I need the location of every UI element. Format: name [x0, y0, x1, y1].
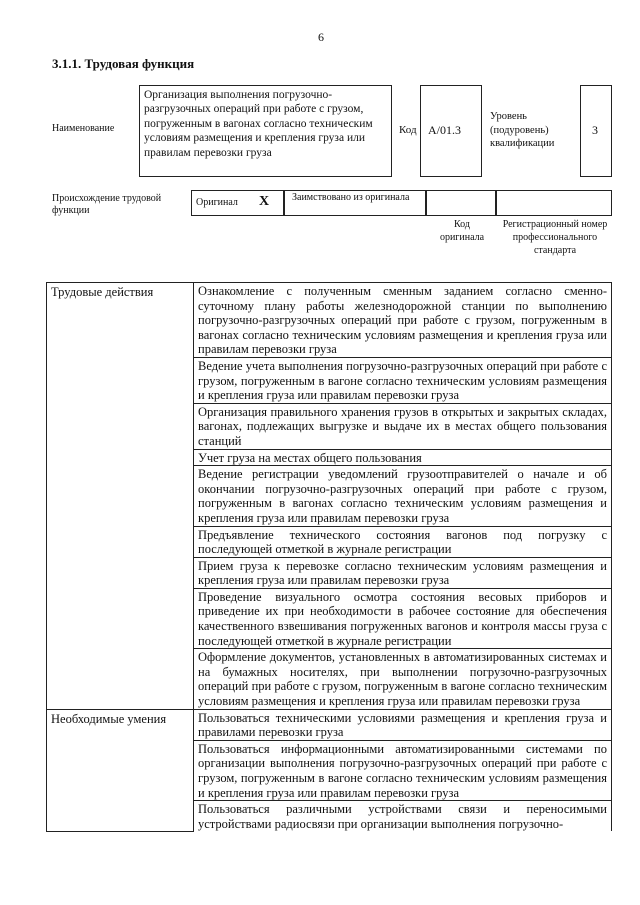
section-title: 3.1.1. Трудовая функция: [52, 56, 195, 71]
labor-action-category: Трудовые действия: [47, 283, 194, 710]
origin-reg-cell: [496, 190, 612, 216]
labor-action-row: [47, 283, 612, 358]
borrowed-label: Заимствовано из оригинала: [292, 192, 410, 203]
registration-number-caption: Регистрационный номер профессионального стандарта: [502, 219, 608, 256]
labor-action-item: Ознакомление с полученным сменным заданием согласно сменно-суточному плану работы железнодорожной станции по выполнению погрузочно-разгрузочных операций при работе с грузом, погруженным в вагонах согласно техническим условиям размещения и крепления груза или правилам перевозки груза: [194, 283, 612, 358]
labor-action-item: Прием груза к перевозке согласно техническим условиям размещения и крепления груза или правилам перевозки груза: [194, 557, 612, 588]
labor-action-item: Предъявление технического состояния вагонов под погрузку с последующей отметкой в журнале регистрации: [194, 526, 612, 557]
labor-action-item: Организация правильного хранения грузов в открытых и закрытых складах, вагонах, подлежащих выгрузке и выдаче их в местах общего пользования станций: [194, 403, 612, 449]
origin-code-cell: [426, 190, 496, 216]
original-mark: X: [259, 194, 270, 209]
original-label: Оригинал: [196, 197, 238, 208]
name-label: Наименование: [52, 123, 115, 134]
labor-action-item: Ведение регистрации уведомлений грузоотправителей о начале и об окончании погрузочно-разгрузочных операций при работе с грузом, погруженным в вагонах согласно техническим условиям размещения и крепления груза или правилам перевозки груза: [194, 466, 612, 526]
required-skill-item: Пользоваться техническими условиями размещения и крепления груза и правилами перевозки груза: [194, 709, 612, 740]
required-skill-item: Пользоваться информационными автоматизированными системами по организации выполнения погрузочно-разгрузочных операций при работе с грузом, погруженным в вагоне согласно техническим условиям размещения и крепления груза или правилам перевозки груза: [194, 740, 612, 800]
labor-action-item: Ведение учета выполнения погрузочно-разгрузочных операций при работе с грузом, погруженным в вагоне согласно техническим условиям размещения и крепления груза или правилам перевозки груза: [194, 357, 612, 403]
required-skill-category: Необходимые умения: [47, 709, 194, 831]
page-number: 6: [318, 30, 324, 44]
labor-action-item: Оформление документов, установленных в автоматизированных системах и на бумажных носителях, при выполнении погрузочно-разгрузочных операций при работе с грузом, погруженным в вагоне согласно техническим условиям размещения и крепления груза или правилам перевозки груза: [194, 649, 612, 709]
level-label: Уровень (подуровень) квалификации: [490, 111, 555, 149]
required-skill-row: [47, 709, 612, 740]
code-value: А/01.3: [428, 123, 461, 137]
required-skill-item: Пользоваться различными устройствами связи и переносимыми устройствами радиосвязи при организации выполнения погрузочно-: [194, 801, 612, 832]
function-name-box: Организация выполнения погрузочно-разгрузочных операций при работе с грузом, погруженным в вагонах согласно техническим условиям размещения и крепления груза или правилам перевозки груза: [139, 85, 392, 177]
code-label: Код: [399, 124, 417, 136]
origin-label: Происхождение трудовой функции: [52, 193, 162, 216]
labor-action-item: Проведение визуального осмотра состояния весовых приборов и приведение их при необходимости в рабочее состояние для обеспечения качественного взвешивания погруженных вагонов и контроля массы груза с последующей отметкой в журнале регистрации: [194, 588, 612, 648]
labor-action-item: Учет груза на местах общего пользования: [194, 449, 612, 466]
original-code-caption: Код оригинала: [439, 219, 485, 243]
level-value: 3: [592, 123, 598, 137]
labor-function-table: [46, 282, 612, 832]
